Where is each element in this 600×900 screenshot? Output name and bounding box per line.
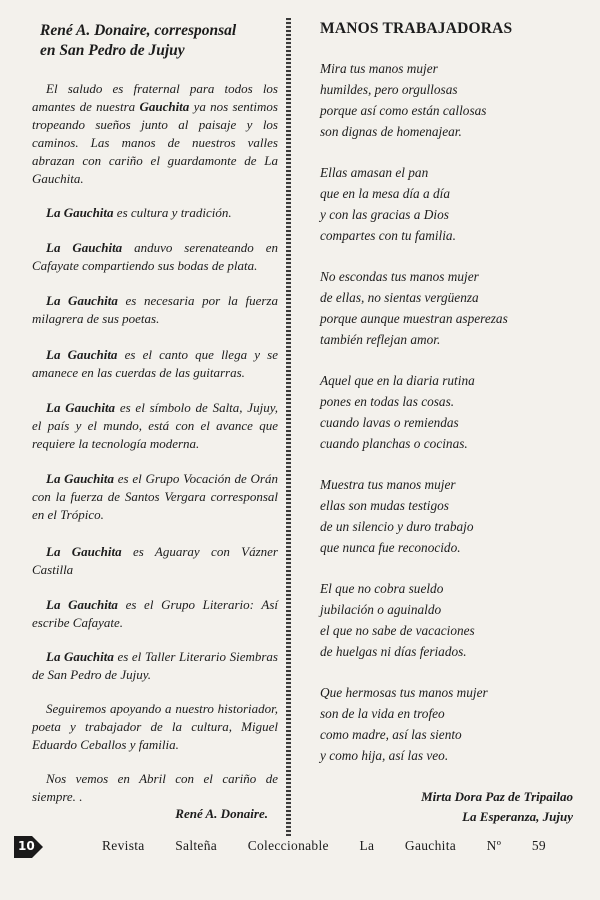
page-number: 10 bbox=[18, 839, 35, 853]
poem-stanza: Que hermosas tus manos mujer son de la vida en trofeo como madre, así las siento y como hija, así las veo. bbox=[320, 685, 488, 763]
farewell-paragraph: Nos vemos en Abril con el cariño de siempre. . bbox=[32, 771, 278, 804]
page-number-badge bbox=[14, 836, 44, 858]
gauchita-item: La Gauchita es el símbolo de Salta, Jujuy, el país y el mundo, está con el avance que requiere la tecnología moderna. bbox=[32, 400, 278, 451]
poem-stanza: Muestra tus manos mujer ellas son mudas testigos de un silencio y duro trabajo que nunca fue reconocido. bbox=[320, 477, 474, 555]
poem-place: La Esperanza, Jujuy bbox=[462, 809, 573, 824]
gauchita-item: La Gauchita es el Taller Literario Siembras de San Pedro de Jujuy. bbox=[32, 649, 278, 682]
poem-author: Mirta Dora Paz de Tripailao bbox=[421, 789, 573, 804]
poem-stanza: Mira tus manos mujer humildes, pero orgullosas porque así como están callosas son dignas de homenajear. bbox=[320, 61, 487, 139]
article-heading-line1: René A. Donaire, corresponsal bbox=[40, 22, 237, 39]
gauchita-item: La Gauchita es el Grupo Literario: Así escribe Cafayate. bbox=[32, 597, 278, 630]
column-divider bbox=[286, 18, 291, 836]
gauchita-item: La Gauchita es necesaria por la fuerza milagrera de sus poetas. bbox=[32, 293, 278, 326]
left-signature: René A. Donaire. bbox=[175, 806, 268, 821]
footer-title: Revista Salteña Coleccionable La Gauchita Nº 59 bbox=[102, 838, 546, 853]
gauchita-item: La Gauchita es el Grupo Vocación de Orán con la fuerza de Santos Vergara corresponsal en el Trópico. bbox=[32, 471, 278, 522]
gauchita-item: La Gauchita es el canto que llega y se amanece en las cuerdas de las guitarras. bbox=[32, 347, 278, 380]
gauchita-item: La Gauchita anduvo serenateando en Cafayate compartiendo sus bodas de plata. bbox=[32, 240, 278, 273]
article-heading-line2: en San Pedro de Jujuy bbox=[40, 42, 185, 59]
poem-title: MANOS TRABAJADORAS bbox=[320, 20, 513, 37]
gauchita-item: La Gauchita es cultura y tradición. bbox=[46, 205, 232, 220]
closing-paragraph: Seguiremos apoyando a nuestro historiador, poeta y trabajador de la cultura, Miguel Eduardo Ceballos y familia. bbox=[32, 701, 278, 752]
gauchita-item: La Gauchita es Aguaray con Vázner Castilla bbox=[32, 544, 278, 577]
intro-paragraph: El saludo es fraternal para todos los amantes de nuestra Gauchita ya nos sentimos tropeando sueños junto al paisaje y los caminos. Las manos de nuestros valles abrazan con cariño el guardamonte de La Gauchita. bbox=[32, 81, 278, 186]
poem-stanza: No escondas tus manos mujer de ellas, no sientas vergüenza porque aunque muestran asperezas también reflejan amor. bbox=[320, 269, 508, 347]
poem-stanza: El que no cobra sueldo jubilación o aguinaldo el que no sabe de vacaciones de huelgas ni días feriados. bbox=[320, 581, 475, 659]
poem-stanza: Aquel que en la diaria rutina pones en todas las cosas. cuando lavas o remiendas cuando planchas o cocinas. bbox=[320, 373, 475, 451]
poem-stanza: Ellas amasan el pan que en la mesa día a día y con las gracias a Dios compartes con tu familia. bbox=[320, 165, 456, 243]
